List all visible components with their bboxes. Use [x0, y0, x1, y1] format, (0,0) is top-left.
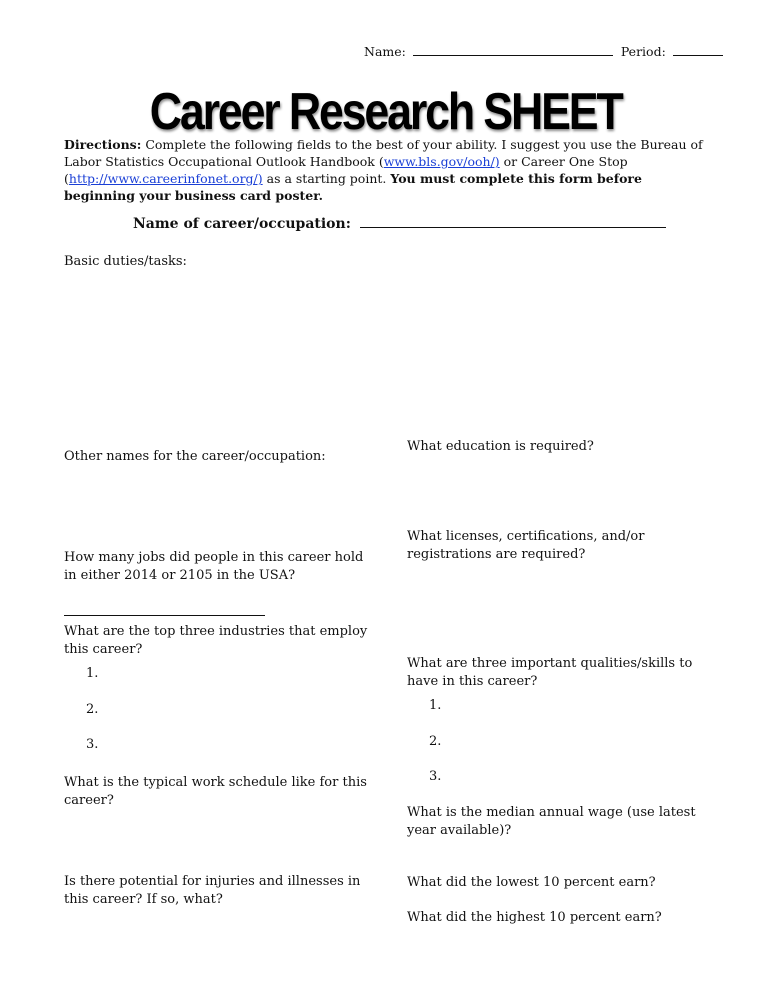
education-question: What education is required? — [407, 439, 594, 454]
industries-question-line-1: What are the top three industries that employ — [64, 624, 368, 639]
qualities-question-line-1: What are three important qualities/skills to — [407, 656, 693, 671]
industry-number-2: 2. — [86, 702, 99, 717]
injury-question-line-1: Is there potential for injuries and illnesses in — [64, 874, 361, 889]
highest-wage-question: What did the highest 10 percent earn? — [407, 910, 662, 925]
name-label: Name: — [364, 44, 406, 59]
qualities-question — [407, 655, 727, 691]
industry-number-1: 1. — [86, 666, 99, 681]
schedule-question-line-1: What is the typical work schedule like for this — [64, 775, 367, 790]
career-field[interactable] — [360, 226, 666, 228]
wage-question — [407, 804, 727, 840]
career-label: Name of career/occupation: — [133, 216, 351, 232]
schedule-question — [64, 774, 374, 810]
page-title: Career Research SHEET — [149, 83, 622, 141]
name-period-row — [364, 44, 723, 59]
jobs-answer-line[interactable] — [64, 615, 265, 616]
quality-number-3: 3. — [429, 769, 442, 784]
period-label: Period: — [620, 44, 666, 59]
name-field[interactable] — [413, 54, 613, 56]
directions-text-1: Complete the following fields to the best of your ability. I suggest you use the Bureau of Labor Statistics Occupational Outlook Handbook ( — [64, 137, 703, 169]
licenses-question-line-2: registrations are required? — [407, 547, 586, 562]
industries-question — [64, 623, 374, 659]
bls-link[interactable]: www.bls.gov/ooh/) — [383, 154, 500, 169]
duties-question: Basic duties/tasks: — [64, 254, 187, 269]
jobs-question-line-1: How many jobs did people in this career hold — [64, 550, 364, 565]
wage-question-line-1: What is the median annual wage (use latest — [407, 805, 696, 820]
injury-question — [64, 873, 374, 909]
industries-question-line-2: this career? — [64, 642, 143, 657]
jobs-question-line-2: in either 2014 or 2105 in the USA? — [64, 568, 296, 583]
jobs-question — [64, 549, 374, 585]
period-field[interactable] — [673, 54, 723, 56]
quality-number-2: 2. — [429, 734, 442, 749]
directions-paragraph — [64, 136, 714, 204]
directions-requirement: You must complete this form before beginning your business card poster. — [64, 171, 642, 203]
careerinfonet-link[interactable]: http://www.careerinfonet.org/) — [68, 171, 263, 186]
directions-text-2: or Career One Stop ( — [64, 154, 628, 186]
wage-question-line-2: year available)? — [407, 823, 512, 838]
injury-question-line-2: this career? If so, what? — [64, 892, 223, 907]
career-name-row — [133, 216, 666, 232]
licenses-question — [407, 528, 717, 564]
lowest-wage-question: What did the lowest 10 percent earn? — [407, 875, 656, 890]
directions-label: Directions: — [64, 137, 142, 152]
licenses-question-line-1: What licenses, certifications, and/or — [407, 529, 645, 544]
schedule-question-line-2: career? — [64, 793, 114, 808]
directions-text-3: as a starting point. — [262, 171, 391, 186]
quality-number-1: 1. — [429, 698, 442, 713]
qualities-question-line-2: have in this career? — [407, 674, 538, 689]
industry-number-3: 3. — [86, 737, 99, 752]
other-names-question: Other names for the career/occupation: — [64, 449, 326, 464]
